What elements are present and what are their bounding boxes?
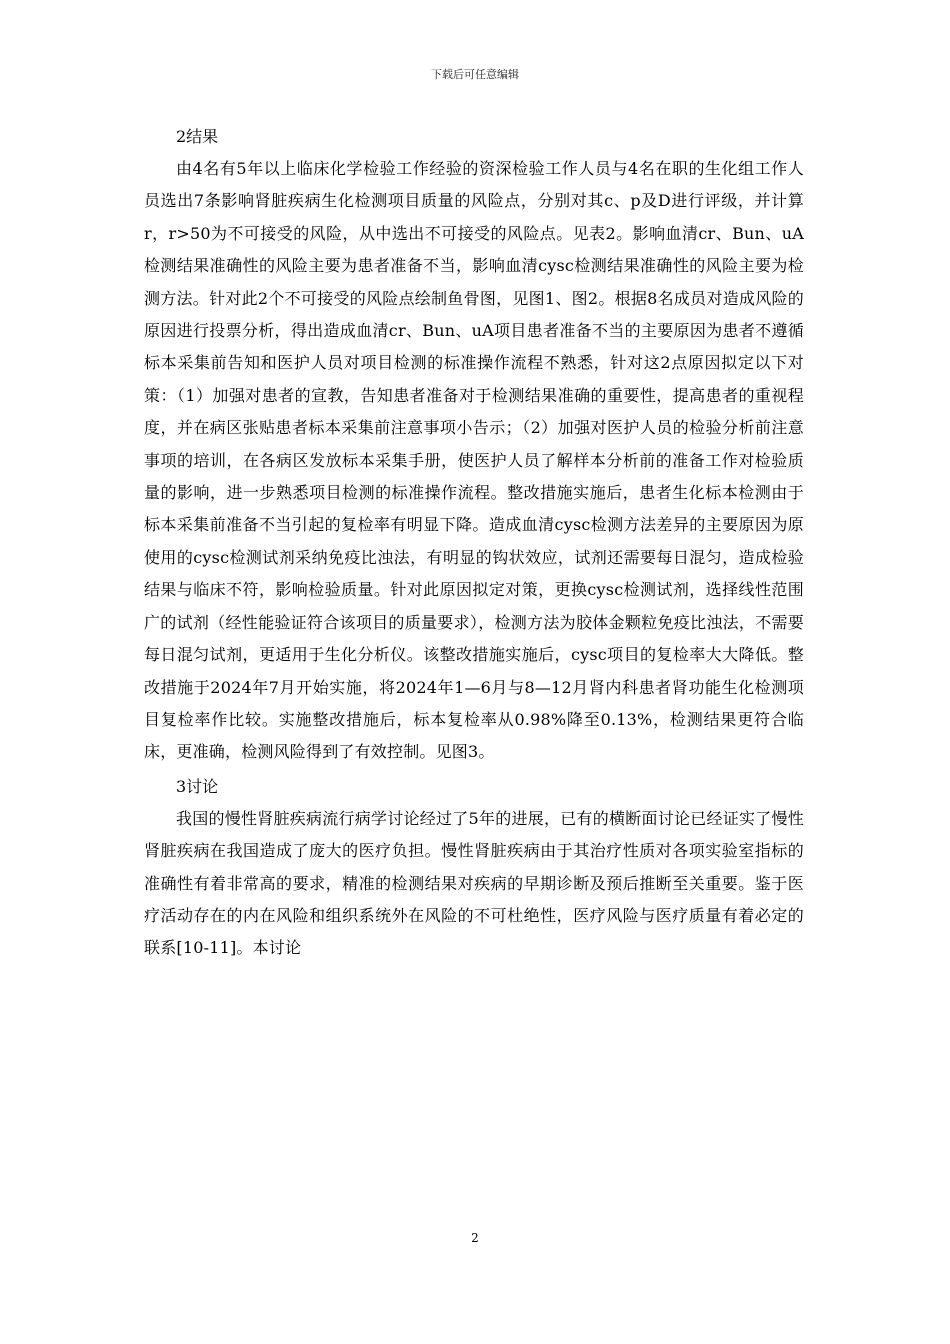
discussion-paragraph: 我国的慢性肾脏疾病流行病学讨论经过了5年的进展，已有的横断面讨论已经证实了慢性肾脏疾病在我国造成了庞大的医疗负担。慢性肾脏疾病由于其治疗性质对各项实验室指标的准确性有着非常高的要求，精准的检测结果对疾病的早期诊断及预后推断至关重要。鉴于医疗活动存在的内在风险和组织系统外在风险的不可杜绝性，医疗风险与医疗质量有着必定的联系[10-11]。本讨论 <box>144 808 804 958</box>
results-paragraph: 由4名有5年以上临床化学检验工作经验的资深检验工作人员与4名在职的生化组工作人员选出7条影响肾脏疾病生化检测项目质量的风险点，分别对其c、p及D进行评级，并计算r，r>50为不可接受的风险，从中选出不可接受的风险点。见表2。影响血清cr、Bun、uA检测结果准确性的风险主要为患者准备不当，影响血清cysc检测结果准确性的风险主要为检测方法。针对此2个不可接受的风险点绘制鱼骨图，见图1、图2。根据8名成员对造成风险的原因进行投票分析，得出造成血清cr、Bun、uA项目患者准备不当的主要原因为患者不遵循标本采集前告知和医护人员对项目检测的标准操作流程不熟悉，针对这2点原因拟定以下对策：（1）加强对患者的宣教，告知患者准备对于检测结果准确的重要性，提高患者的重视程度，并在病区张贴患者标本采集前注意事项小告示；（2）加强对医护人员的检验分析前注意事项的培训，在各病区发放标本采集手册，使医护人员了解样本分析前的准备工作对检验质量的影响，进一步熟悉项目检测的标准操作流程。整改措施实施后，患者生化标本检测由于标本采集前准备不当引起的复检率有明显下降。造成血清cysc检测方法差异的主要原因为原使用的cysc检测试剂采纳免疫比浊法，有明显的钩状效应，试剂还需要每日混匀，造成检验结果与临床不符，影响检验质量。针对此原因拟定对策，更换cysc检测试剂，选择线性范围广的试剂（经性能验证符合该项目的质量要求），检测方法为胶体金颗粒免疫比浊法，不需要每日混匀试剂，更适用于生化分析仪。该整改措施实施后，cysc项目的复检率大大降低。整改措施于2024年7月开始实施，将2024年1—6月与8—12月肾内科患者肾功能生化检测项目复检率作比较。实施整改措施后，标本复检率从0.98%降至0.13%，检测结果更符合临床，更准确，检测风险得到了有效控制。见图3。 <box>144 159 804 762</box>
document-body <box>144 121 804 965</box>
section-heading-discussion: 3讨论 <box>176 776 219 796</box>
page-header: 下载后可任意编辑 <box>431 68 519 81</box>
section-heading-results: 2结果 <box>176 127 219 146</box>
page-number: 2 <box>471 1231 479 1245</box>
